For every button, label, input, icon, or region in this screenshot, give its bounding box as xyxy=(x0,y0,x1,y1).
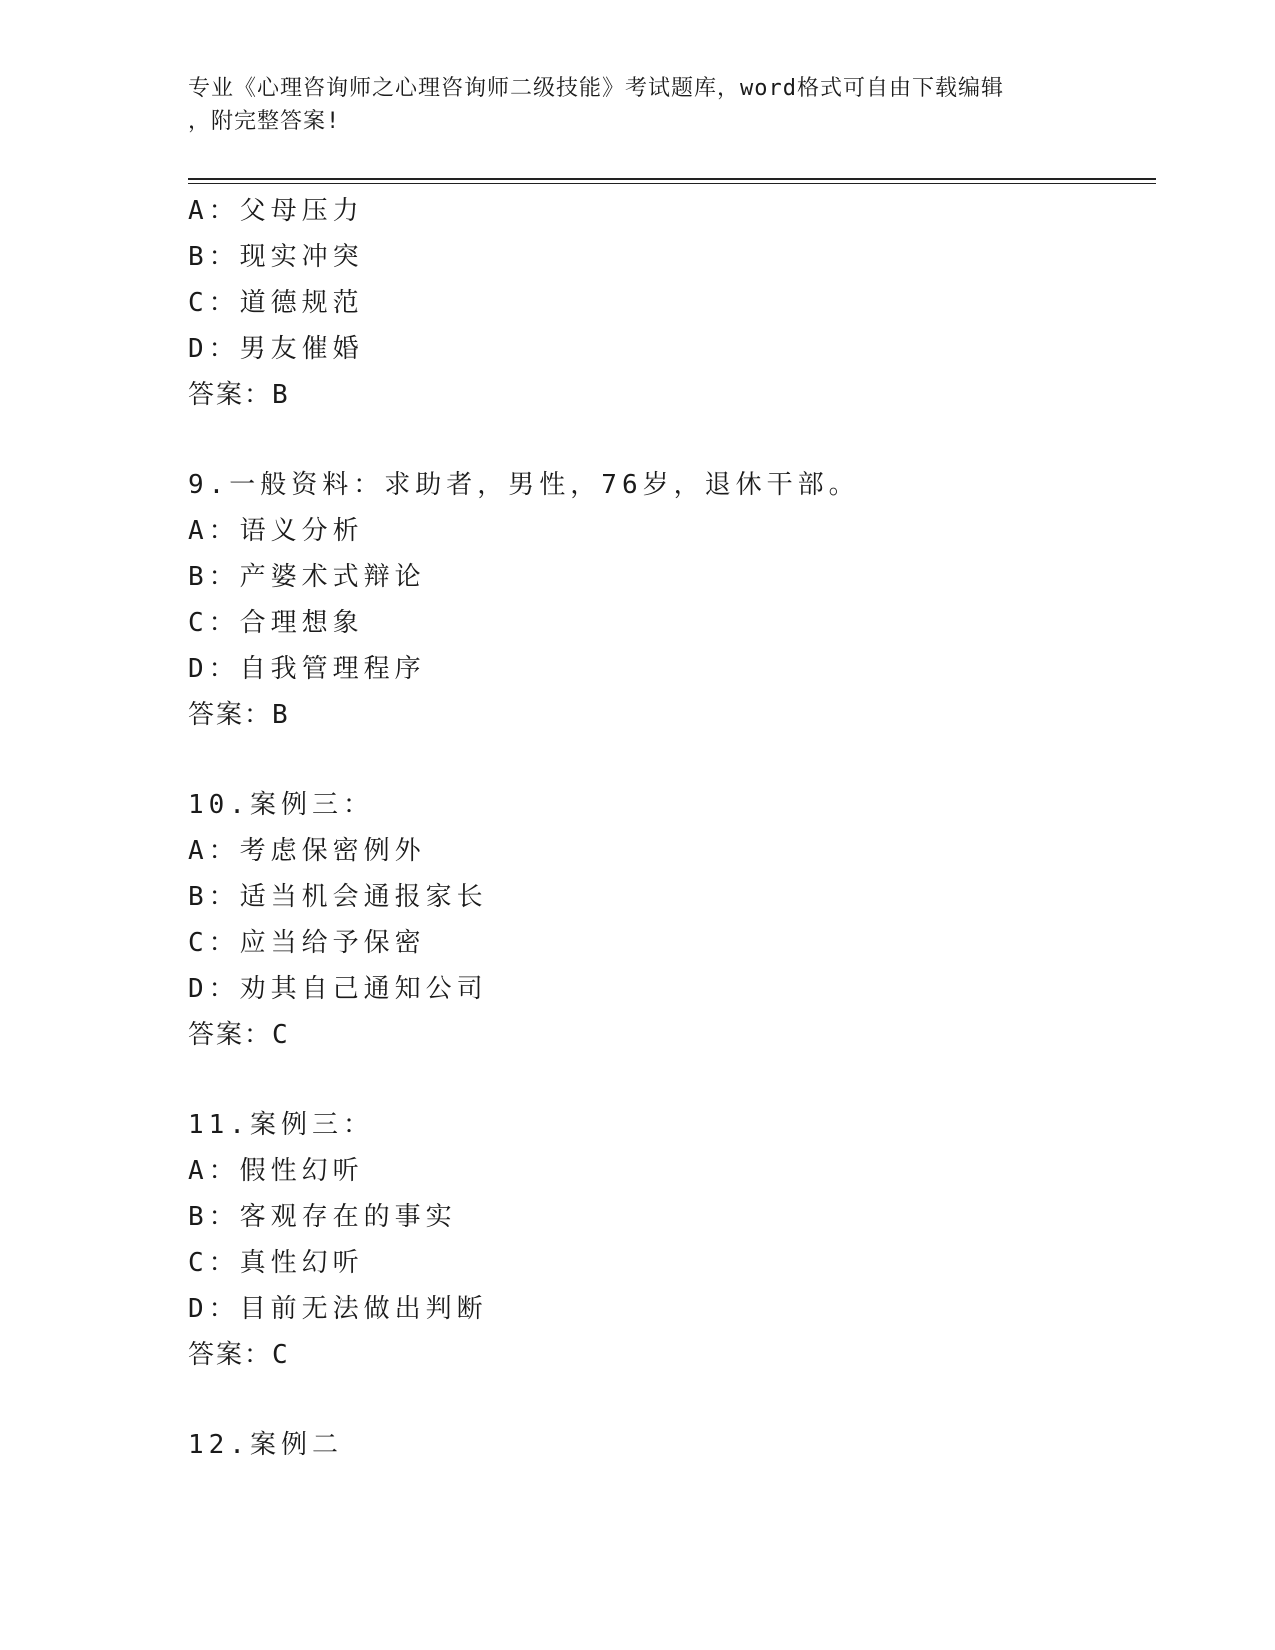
option-b: B：产婆术式辩论 xyxy=(188,562,426,592)
header-rule-thick xyxy=(188,178,1156,180)
answer-line: 答案：B xyxy=(188,380,290,410)
question-title: 11.案例三： xyxy=(188,1110,374,1140)
document-header xyxy=(188,72,1088,138)
option-c: C：合理想象 xyxy=(188,608,364,638)
question-list xyxy=(188,188,1148,1468)
option-c: C：道德规范 xyxy=(188,288,364,318)
answer-line: 答案：C xyxy=(188,1340,290,1370)
option-a: A：语义分析 xyxy=(188,516,364,546)
option-d: D：目前无法做出判断 xyxy=(188,1294,488,1324)
spacer xyxy=(188,1058,1148,1102)
answer-line: 答案：B xyxy=(188,700,290,730)
question-9-block xyxy=(188,462,1148,738)
question-12-block xyxy=(188,1422,1148,1468)
option-a: A：父母压力 xyxy=(188,196,364,226)
option-d: D：男友催婚 xyxy=(188,334,364,364)
answer-line: 答案：C xyxy=(188,1020,290,1050)
spacer xyxy=(188,418,1148,462)
option-d: D：劝其自己通知公司 xyxy=(188,974,488,1004)
option-a: A：考虑保密例外 xyxy=(188,836,426,866)
question-11-block xyxy=(188,1102,1148,1378)
option-b: B：客观存在的事实 xyxy=(188,1202,457,1232)
question-10-block xyxy=(188,782,1148,1058)
header-rule-thin xyxy=(188,183,1156,184)
spacer xyxy=(188,1378,1148,1422)
header-line-1: 专业《心理咨询师之心理咨询师二级技能》考试题库，word格式可自由下载编辑 xyxy=(188,76,1004,101)
option-b: B：适当机会通报家长 xyxy=(188,882,488,912)
spacer xyxy=(188,738,1148,782)
question-8-block xyxy=(188,188,1148,418)
header-line-2: ，附完整答案! xyxy=(188,109,341,134)
option-a: A：假性幻听 xyxy=(188,1156,364,1186)
option-c: C：真性幻听 xyxy=(188,1248,364,1278)
question-title: 12.案例二 xyxy=(188,1430,343,1460)
option-d: D：自我管理程序 xyxy=(188,654,426,684)
option-b: B：现实冲突 xyxy=(188,242,364,272)
question-title: 10.案例三： xyxy=(188,790,374,820)
option-c: C：应当给予保密 xyxy=(188,928,426,958)
question-title: 9.一般资料：求助者，男性，76岁，退休干部。 xyxy=(188,470,860,500)
